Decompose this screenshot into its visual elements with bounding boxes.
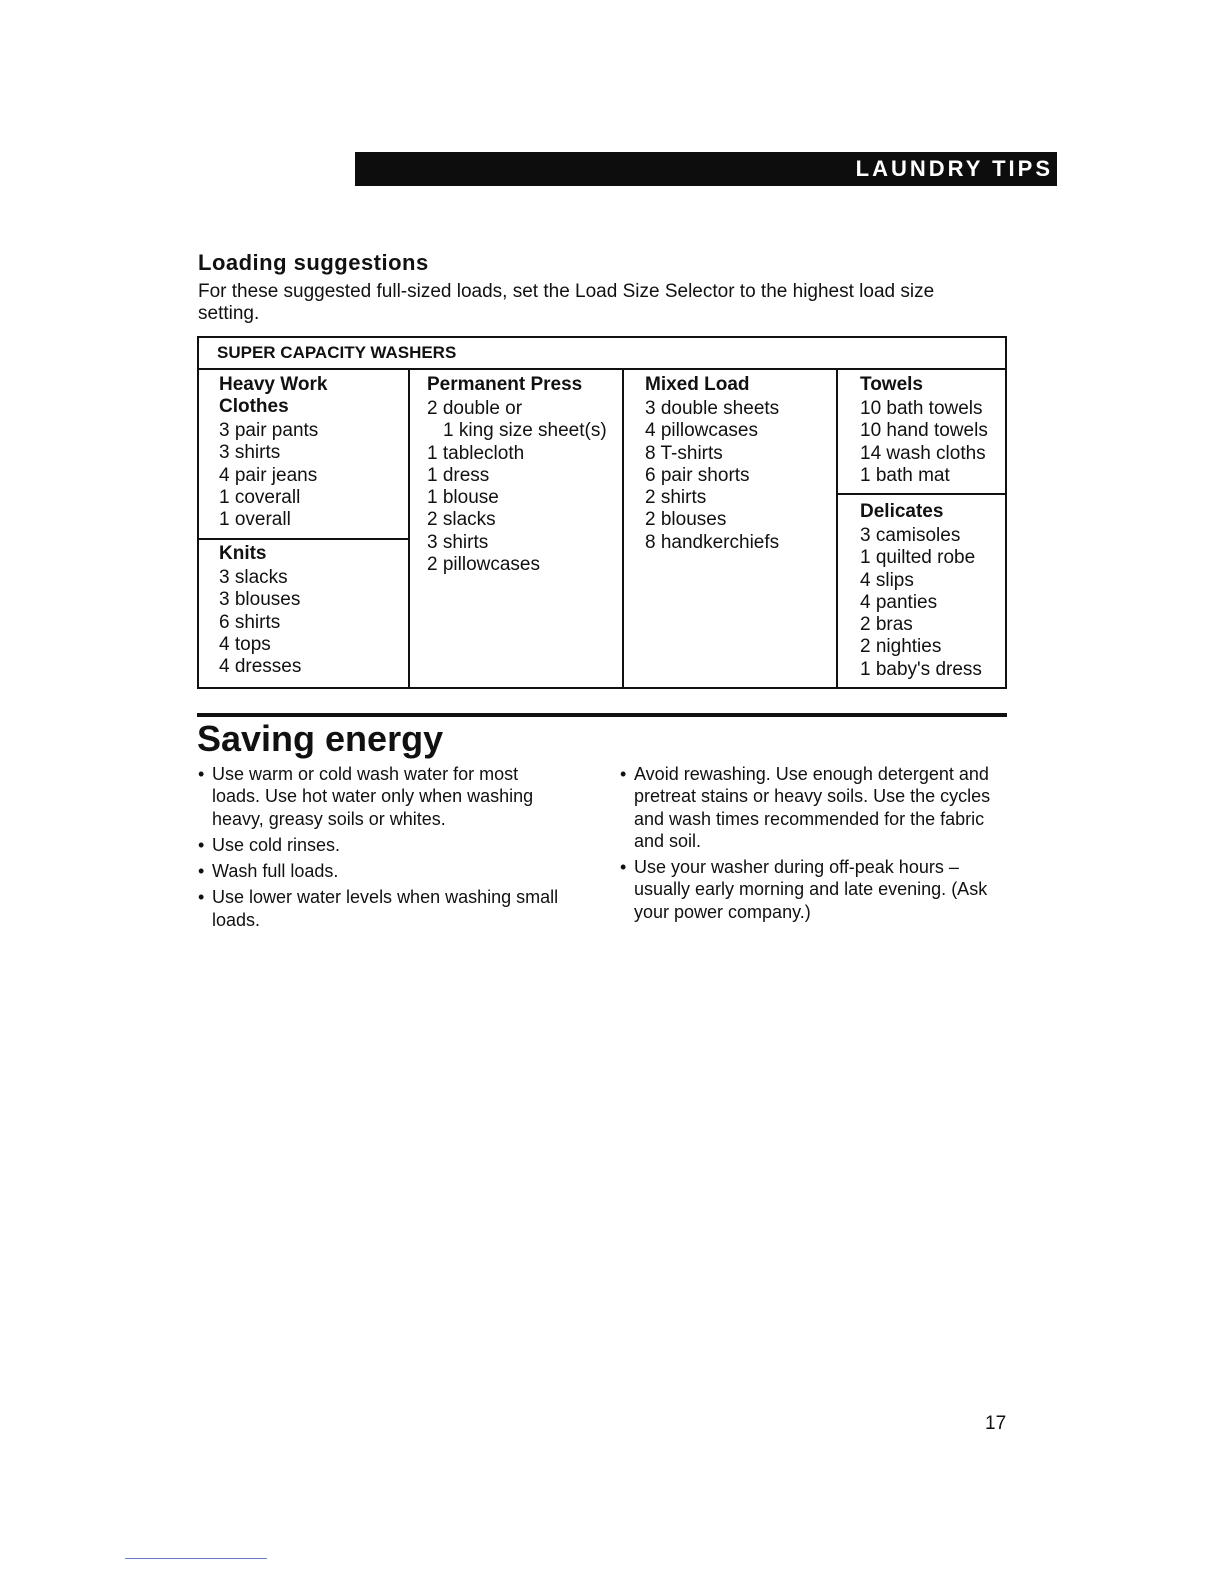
- mixed-load-heading: Mixed Load: [645, 374, 750, 395]
- knits-list: [219, 567, 399, 678]
- saving-energy-left-list: [198, 763, 568, 935]
- permanent-press-cell: [427, 374, 622, 576]
- list-item: 2 blouses: [645, 509, 727, 531]
- loading-suggestions-heading: Loading suggestions: [198, 250, 429, 275]
- list-item: 2 pillowcases: [427, 554, 540, 576]
- list-item: 1 blouse: [427, 487, 499, 509]
- list-item: 6 pair shorts: [645, 464, 750, 486]
- list-item: 4 tops: [219, 633, 271, 655]
- list-item: 1 quilted robe: [860, 547, 976, 569]
- heavy-work-clothes-cell: [219, 374, 399, 531]
- list-item: 10 hand towels: [860, 420, 988, 442]
- heavy-work-clothes-list: [219, 420, 399, 531]
- list-item: 2 slacks: [427, 509, 496, 531]
- bullet-text: Use your washer during off-peak hours – usually early morning and late evening. (Ask your power company.): [634, 857, 988, 922]
- table-divider: [836, 368, 838, 687]
- delicates-cell: [860, 501, 1005, 681]
- saving-energy-right-list: [620, 763, 1010, 927]
- bullet-item: [198, 834, 568, 856]
- mixed-load-list: [645, 398, 835, 554]
- bullet-text: Wash full loads.: [212, 861, 339, 882]
- bullet-text: Avoid rewashing. Use enough detergent and pretreat stains or heavy soils. Use the cycles and wash times recommended for the fabric and soil.: [634, 764, 991, 851]
- list-item: 4 slips: [860, 569, 914, 591]
- bullet-icon: •: [198, 834, 205, 855]
- section-header-bar: [355, 152, 1057, 186]
- permanent-press-list: [427, 398, 622, 576]
- list-item: 2 shirts: [645, 487, 707, 509]
- bullet-item: [620, 856, 1010, 923]
- knits-heading: Knits: [219, 543, 267, 564]
- table-divider: [622, 368, 624, 687]
- mixed-load-cell: [645, 374, 835, 554]
- bullet-icon: •: [198, 764, 205, 784]
- list-item: 1 king size sheet(s): [443, 420, 607, 442]
- towels-heading: Towels: [860, 374, 923, 395]
- bullet-item: [620, 763, 1010, 852]
- list-item: 3 blouses: [219, 589, 301, 611]
- towels-cell: [860, 374, 1005, 487]
- list-item: 3 shirts: [427, 531, 489, 553]
- bullet-item: [198, 886, 568, 931]
- list-item: 4 pillowcases: [645, 420, 758, 442]
- list-item: 4 dresses: [219, 656, 302, 678]
- list-item: 2 bras: [860, 614, 913, 636]
- permanent-press-heading: Permanent Press: [427, 374, 583, 395]
- table-divider: [836, 493, 1005, 495]
- list-item: 8 handkerchiefs: [645, 531, 780, 553]
- list-item: 4 pair jeans: [219, 464, 318, 486]
- list-item: 14 wash cloths: [860, 442, 986, 464]
- list-item: 3 slacks: [219, 567, 288, 588]
- footer-line: [125, 1558, 267, 1559]
- bullet-icon: •: [620, 764, 627, 784]
- list-item: 10 bath towels: [860, 398, 983, 419]
- heavy-work-clothes-heading: Heavy Work Clothes: [219, 374, 328, 417]
- loading-suggestions-intro: For these suggested full-sized loads, set the Load Size Selector to the highest load size setting.: [198, 281, 935, 324]
- list-item: 1 bath mat: [860, 464, 950, 486]
- super-capacity-washers-table: [197, 336, 1007, 689]
- list-item: 1 overall: [219, 509, 291, 531]
- delicates-list: [860, 525, 1005, 681]
- section-header-title: LAUNDRY TIPS: [855, 156, 1053, 181]
- bullet-text: Use warm or cold wash water for most loads. Use hot water only when washing heavy, greasy soils or whites.: [212, 764, 534, 829]
- towels-list: [860, 398, 1005, 487]
- table-divider: [199, 368, 1005, 370]
- list-item: 1 tablecloth: [427, 442, 525, 464]
- knits-cell: [219, 543, 399, 678]
- bullet-item: [198, 860, 568, 882]
- bullet-item: [198, 763, 568, 830]
- bullet-icon: •: [198, 887, 205, 908]
- list-item: 2 double or: [427, 398, 523, 419]
- list-item: 4 panties: [860, 591, 938, 613]
- bullet-text: Use cold rinses.: [212, 834, 341, 855]
- list-item: 2 nighties: [860, 636, 942, 658]
- saving-energy-heading: Saving energy: [197, 718, 444, 759]
- list-item: 8 T-shirts: [645, 442, 723, 464]
- list-item: 1 baby's dress: [860, 658, 982, 680]
- list-item: 6 shirts: [219, 611, 281, 633]
- list-item: 3 camisoles: [860, 525, 961, 546]
- bullet-icon: •: [620, 857, 627, 878]
- delicates-heading: Delicates: [860, 501, 944, 522]
- list-item: 3 pair pants: [219, 420, 319, 441]
- list-item: 3 double sheets: [645, 398, 780, 419]
- page-number: 17: [985, 1413, 1007, 1434]
- list-item: 1 dress: [427, 464, 490, 486]
- list-item: 1 coverall: [219, 486, 301, 508]
- bullet-text: Use lower water levels when washing small loads.: [212, 887, 559, 930]
- list-item: 3 shirts: [219, 442, 281, 464]
- table-divider: [199, 538, 408, 540]
- bullet-icon: •: [198, 861, 205, 882]
- table-divider: [408, 368, 410, 687]
- table-title: SUPER CAPACITY WASHERS: [217, 343, 457, 362]
